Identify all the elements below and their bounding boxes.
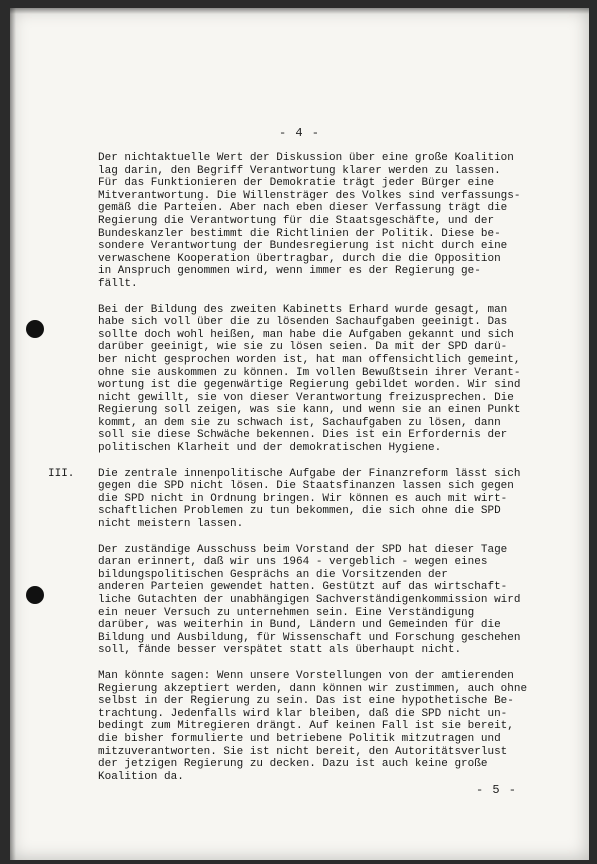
scan-shadow-top bbox=[10, 8, 589, 14]
punch-hole-bottom bbox=[26, 586, 44, 604]
section-label: III. bbox=[48, 467, 75, 480]
document-body bbox=[48, 152, 560, 796]
document-page bbox=[10, 8, 589, 860]
paragraph-koalition: Der nichtaktuelle Wert der Diskussion über eine große Koalition lag darin, den Begriff Verantwortung klarer werden zu lassen. Für das Funktionieren der Demokratie trägt jeder Bürger eine Mitverantwortung. Die Willensträger des Volkes sind verfassungs- gemäß die Parteien. Aber nach eben dieser Verfassung trägt die Regierung die Verantwortung für die Staatsgeschäfte, und der Bundeskanzler bestimmt die Richtlinien der Politik. Diese be- sondere Verantwortung der Bundesregierung ist nicht durch eine verwaschene Kooperation übertragbar, durch die die Opposition in Anspruch genommen wird, wenn immer es der Regierung ge- fällt. bbox=[98, 152, 521, 290]
section-three bbox=[48, 467, 560, 531]
paragraph-finanzreform: Die zentrale innenpolitische Aufgabe der Finanzreform lässt sich gegen die SPD nicht lösen. Die Staatsfinanzen lassen sich gegen die SPD nicht in Ordnung bringen. Wir können es auch mit wirt- schaftlichen Problemen zu tun bekommen, die sich ohne die SPD nicht meistern lassen. bbox=[98, 467, 521, 531]
paragraph-bildungspolitik: Der zuständige Ausschuss beim Vorstand der SPD hat dieser Tage daran erinnert, daß wir uns 1964 - vergeblich - wegen eines bildungspolitischen Gesprächs an die Vorsitzenden der anderen Parteien gewendet hatten. Gestützt auf das wirtschaft- liche Gutachten der unabhängigen Sachverständigenkommission wird ein neuer Versuch zu unternehmen sein. Eine Verständigung darüber, was weiterhin in Bund, Ländern und Gemeinden für die Bildung und Ausbildung, für Wissenschaft und Forschung geschehen soll, fände besser verspätet statt als überhaupt nicht. bbox=[98, 543, 521, 657]
punch-hole-top bbox=[26, 320, 44, 338]
paragraph-kabinett-erhard: Bei der Bildung des zweiten Kabinetts Erhard wurde gesagt, man habe sich voll über die zu lösenden Sachaufgaben geeinigt. Das sollte doch wohl heißen, man habe die Aufgaben gekannt und sich darüber geeinigt, wie sie zu lösen seien. Da mit der SPD darü- ber nicht gesprochen worden ist, hat man offensichtlich gemeint, ohne sie auskommen zu können. Im vollen Bewußtsein ihrer Verant- wortung ist die gegenwärtige Regierung gebildet worden. Wir sind nicht gewillt, sie von dieser Verantwortung freizusprechen. Die Regierung soll zeigen, was sie kann, und wenn sie an einen Punkt kommt, an dem sie zu schwach ist, Sachaufgaben zu lösen, dann soll sie diese Schwäche bekennen. Dies ist ein Erfordernis der politischen Klarheit und der demokratischen Hygiene. bbox=[98, 303, 521, 455]
page-number: - 4 - bbox=[278, 126, 320, 140]
next-page-marker: - 5 - bbox=[475, 783, 517, 797]
paragraph-mitregieren: Man könnte sagen: Wenn unsere Vorstellungen von der amtierenden Regierung akzeptiert werden, dann können wir zustimmen, auch ohne selbst in der Regierung zu sein. Das ist eine hypothetische Be- trachtung. Jedenfalls wird klar bleiben, daß die SPD nicht un- bedingt zum Mitregieren drängt. Auf keinen Fall ist sie bereit, die bisher formulierte und betriebene Politik mitzutragen und mitzuverantworten. Sie ist nicht bereit, den Autoritätsverlust der jetzigen Regierung zu decken. Dazu ist auch keine große Koalition da. bbox=[98, 669, 528, 783]
